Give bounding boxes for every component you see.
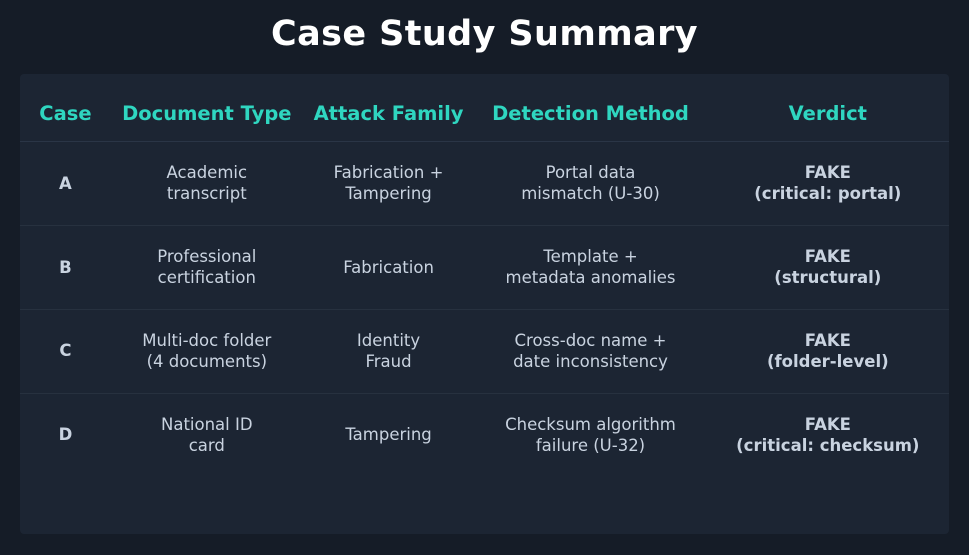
cell-attack-family-line1: Identity xyxy=(356,330,421,350)
cell-document-type-line1: Multi-doc folder xyxy=(142,330,272,350)
summary-table-card xyxy=(20,74,949,534)
page-title: Case Study Summary xyxy=(271,14,698,54)
cell-document-type-line2: card xyxy=(188,436,225,456)
table-row xyxy=(20,225,949,309)
cell-verdict xyxy=(707,225,949,309)
cell-attack-family xyxy=(303,225,475,309)
table-header-row xyxy=(20,74,949,142)
cell-document-type-line2: certification xyxy=(157,268,256,288)
table-row xyxy=(20,393,949,476)
column-header-attack-family: Attack Family xyxy=(313,102,464,125)
column-header-verdict: Verdict xyxy=(788,102,867,125)
cell-document-type xyxy=(111,393,303,476)
verdict-label: FAKE xyxy=(804,330,851,350)
cell-attack-family xyxy=(303,142,475,226)
cell-detection-method-line1: Cross-doc name + xyxy=(514,330,667,350)
cell-detection-method-line2: mismatch (U-30) xyxy=(521,184,660,204)
case-study-table xyxy=(20,74,949,477)
cell-attack-family-line1: Fabrication xyxy=(343,257,434,277)
cell-document-type-line2: transcript xyxy=(166,184,247,204)
cell-verdict xyxy=(707,309,949,393)
cell-detection-method-line1: Template + xyxy=(543,246,638,266)
cell-detection-method xyxy=(474,393,706,476)
cell-attack-family xyxy=(303,309,475,393)
column-header-detection-method: Detection Method xyxy=(492,102,689,125)
verdict-label: FAKE xyxy=(804,163,851,182)
cell-verdict xyxy=(707,142,949,226)
verdict-note: (structural) xyxy=(774,268,882,288)
cell-attack-family-line2: Fraud xyxy=(365,352,412,372)
verdict-label: FAKE xyxy=(804,414,851,434)
cell-document-type-line2: (4 documents) xyxy=(146,352,268,372)
cell-case: D xyxy=(58,425,73,445)
cell-attack-family-line2: Tampering xyxy=(345,184,432,204)
cell-attack-family xyxy=(303,393,475,476)
cell-document-type xyxy=(111,309,303,393)
cell-attack-family-line1: Tampering xyxy=(345,425,432,445)
table-row xyxy=(20,142,949,226)
cell-attack-family-line1: Fabrication + xyxy=(333,163,444,182)
verdict-label: FAKE xyxy=(804,246,851,266)
cell-document-type xyxy=(111,142,303,226)
cell-case: B xyxy=(59,257,72,277)
cell-detection-method-line2: date inconsistency xyxy=(513,352,668,372)
column-header-case: Case xyxy=(39,102,92,125)
cell-detection-method xyxy=(474,309,706,393)
verdict-note: (critical: portal) xyxy=(754,184,902,204)
cell-document-type-line1: Academic xyxy=(166,163,248,182)
verdict-note: (critical: checksum) xyxy=(736,436,920,456)
verdict-note: (folder-level) xyxy=(766,352,889,372)
cell-detection-method-line2: failure (U-32) xyxy=(535,436,646,456)
cell-detection-method xyxy=(474,225,706,309)
cell-detection-method xyxy=(474,142,706,226)
cell-case: C xyxy=(59,341,72,361)
cell-detection-method-line1: Portal data xyxy=(545,163,636,182)
cell-detection-method-line2: metadata anomalies xyxy=(505,268,676,288)
cell-verdict xyxy=(707,393,949,476)
column-header-document-type: Document Type xyxy=(122,102,292,125)
cell-document-type-line1: Professional xyxy=(157,246,257,266)
cell-document-type-line1: National ID xyxy=(161,414,253,434)
table-row xyxy=(20,309,949,393)
cell-detection-method-line1: Checksum algorithm xyxy=(505,414,676,434)
table-body xyxy=(20,142,949,477)
cell-document-type xyxy=(111,225,303,309)
table-header xyxy=(20,74,949,142)
cell-case: A xyxy=(59,173,72,193)
